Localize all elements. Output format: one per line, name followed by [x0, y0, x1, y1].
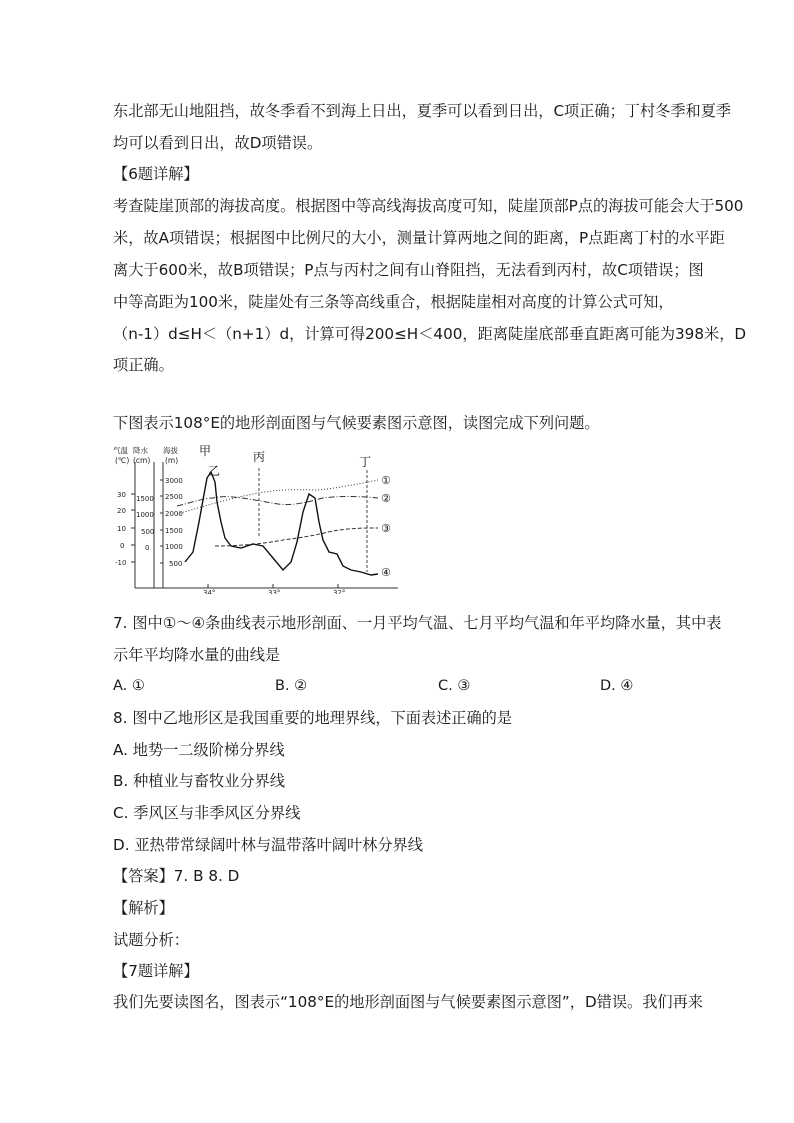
precip-tick: 0	[145, 544, 150, 552]
curve-label-4: ④	[381, 566, 391, 579]
precip-tick: 1500	[136, 495, 154, 503]
lat-tick: 33°	[268, 589, 281, 594]
question-7-stem: 示年平均降水量的曲线是	[113, 646, 281, 664]
place-label-yi: 乙	[208, 464, 221, 478]
temp-tick: 0	[120, 542, 125, 550]
precip-tick: 500	[141, 528, 155, 536]
paragraph-line: 均可以看到日出，故D项错误。	[113, 134, 323, 152]
temp-tick: 10	[117, 525, 126, 533]
temp-unit: (℃)	[115, 456, 130, 465]
terrain-climate-figure	[113, 442, 403, 594]
alt-unit: (m)	[165, 456, 179, 465]
place-label-bing: 丙	[253, 450, 266, 464]
paragraph-line: 中等高距为100米，陡崖处有三条等高线重合，根据陡崖相对高度的计算公式可知，	[113, 293, 674, 311]
precip-header: 降水	[133, 446, 148, 455]
temp-tick: -10	[115, 559, 127, 567]
temp-header: 气温	[113, 446, 128, 455]
q7-option-a: A. ①	[113, 678, 145, 694]
temp-tick: 30	[117, 491, 126, 499]
section-heading-7: 【7题详解】	[113, 962, 199, 980]
place-label-jia: 甲	[199, 444, 212, 458]
alt-tick: 1500	[165, 527, 183, 535]
q7-option-c: C. ③	[438, 678, 471, 694]
precip-unit: (cm)	[133, 456, 151, 465]
question-8-stem: 8. 图中乙地形区是我国重要的地理界线，下面表述正确的是	[113, 709, 513, 727]
place-label-ding: 丁	[359, 455, 372, 469]
paragraph-line: 我们先要读图名，图表示“108°E的地形剖面图与气候要素图示意图”，D错误。我们再来	[113, 993, 703, 1011]
alt-header: 海拔	[163, 446, 178, 455]
lat-tick: 32°	[333, 589, 346, 594]
paragraph-line: 离大于600米，故B项错误；P点与丙村之间有山脊阻挡，无法看到丙村，故C项错误；图	[113, 261, 704, 279]
q8-option-b: B. 种植业与畜牧业分界线	[113, 772, 285, 790]
figure-intro: 下图表示108°E的地形剖面图与气候要素图示意图，读图完成下列问题。	[113, 414, 600, 432]
temp-tick: 20	[117, 507, 126, 515]
paragraph-line: 项正确。	[113, 356, 174, 374]
analysis-intro: 试题分析：	[113, 931, 189, 949]
paragraph-line: 米，故A项错误；根据图中比例尺的大小，测量计算两地之间的距离，P点距离丁村的水平距	[113, 229, 725, 247]
curve-2	[177, 497, 378, 507]
q8-option-d: D. 亚热带常绿阔叶林与温带落叶阔叶林分界线	[113, 836, 423, 854]
question-7-stem: 7. 图中①～④条曲线表示地形剖面、一月平均气温、七月平均气温和年平均降水量，其中表	[113, 614, 722, 632]
paragraph-line: 东北部无山地阻挡，故冬季看不到海上日出，夏季可以看到日出，C项正确；丁村冬季和夏季	[113, 102, 732, 120]
lat-tick: 34°	[203, 589, 216, 594]
curve-label-2: ②	[381, 492, 391, 505]
curve-4	[185, 472, 378, 575]
answer-line: 【答案】7. B 8. D	[113, 867, 240, 885]
alt-tick: 500	[169, 560, 183, 568]
analysis-heading: 【解析】	[113, 899, 174, 917]
paragraph-line: 考查陡崖顶部的海拔高度。根据图中等高线海拔高度可知，陡崖顶部P点的海拔可能会大于500	[113, 197, 744, 215]
q7-option-d: D. ④	[600, 678, 634, 694]
formula-line: （n-1）d≤H＜（n+1）d，计算可得200≤H＜400，距离陡崖底部垂直距离可能为398米，D	[113, 325, 747, 343]
alt-tick: 3000	[165, 477, 183, 485]
q8-option-a: A. 地势一二级阶梯分界线	[113, 741, 285, 759]
alt-tick: 2500	[165, 493, 183, 501]
alt-tick: 2000	[165, 510, 183, 518]
q8-option-c: C. 季风区与非季风区分界线	[113, 804, 301, 822]
q7-option-b: B. ②	[275, 678, 308, 694]
curve-label-1: ①	[381, 474, 391, 487]
alt-tick: 1000	[165, 543, 183, 551]
curve-label-3: ③	[381, 522, 391, 535]
precip-tick: 1000	[136, 511, 154, 519]
section-heading-6: 【6题详解】	[113, 165, 199, 183]
